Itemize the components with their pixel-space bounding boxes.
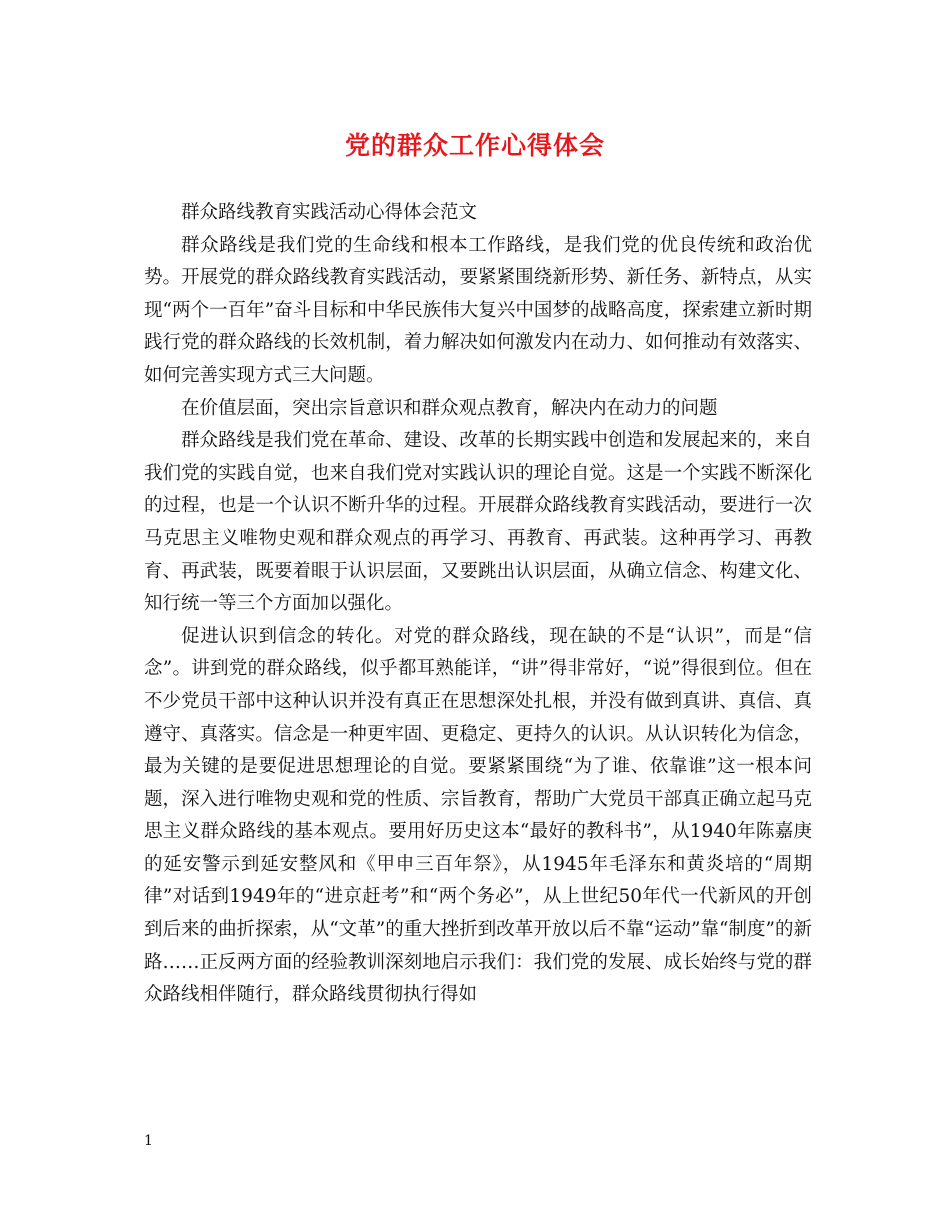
document-title: 党的群众工作心得体会: [344, 131, 605, 160]
paragraph-belief: 促进认识到信念的转化。对党的群众路线，现在缺的不是“认识”，而是“信念”。讲到党的群众路线，似乎都耳熟能详，“讲”得非常好，“说”得很到位。但在不少党员干部中这种认识并没有真正在思想深处扎根，并没有做到真讲、真信、真遵守、真落实。信念是一种更牢固、更稳定、更持久的认识。从认识转化为信念，最为关键的是要促进思想理论的自觉。要紧紧围绕“为了谁、依靠谁”这一根本问题，深入进行唯物史观和党的性质、宗旨教育，帮助广大党员干部真正确立起马克思主义群众路线的基本观点。要用好历史这本“最好的教科书”，从1940年陈嘉庚的延安警示到延安整风和《甲申三百年祭》，从1945年毛泽东和黄炎培的“周期律”对话到1949年的“进京赶考”和“两个务必”，从上世纪50年代一代新风的开创到后来的曲折探索，从“文革”的重大挫折到改革开放以后不靠“运动”靠“制度”的新路……正反两方面的经验教训深刻地启示我们：我们党的发展、成长始终与党的群众路线相伴随行，群众路线贯彻执行得如: [144, 625, 812, 1006]
document-body: [144, 197, 812, 1012]
paragraph-intro: 群众路线是我们党的生命线和根本工作路线，是我们党的优良传统和政治优势。开展党的群众路线教育实践活动，要紧紧围绕新形势、新任务、新特点，从实现“两个一百年”奋斗目标和中华民族伟大复兴中国梦的战略高度，探索建立新时期践行党的群众路线的长效机制，着力解决如何激发内在动力、如何推动有效落实、如何完善实现方式三大问题。: [144, 234, 812, 386]
paragraph-practice: 群众路线是我们党在革命、建设、改革的长期实践中创造和发展起来的，来自我们党的实践自觉，也来自我们党对实践认识的理论自觉。这是一个实践不断深化的过程，也是一个认识不断升华的过程。开展群众路线教育实践活动，要进行一次马克思主义唯物史观和群众观点的再学习、再教育、再武装。这种再学习、再教育、再武装，既要着眼于认识层面，又要跳出认识层面，从确立信念、构建文化、知行统一等三个方面加以强化。: [144, 430, 812, 615]
page-number: 1: [144, 1133, 153, 1149]
paragraph-subtitle: 群众路线教育实践活动心得体会范文: [181, 202, 478, 223]
paragraph-section-heading: 在价值层面，突出宗旨意识和群众观点教育，解决内在动力的问题: [181, 397, 718, 419]
